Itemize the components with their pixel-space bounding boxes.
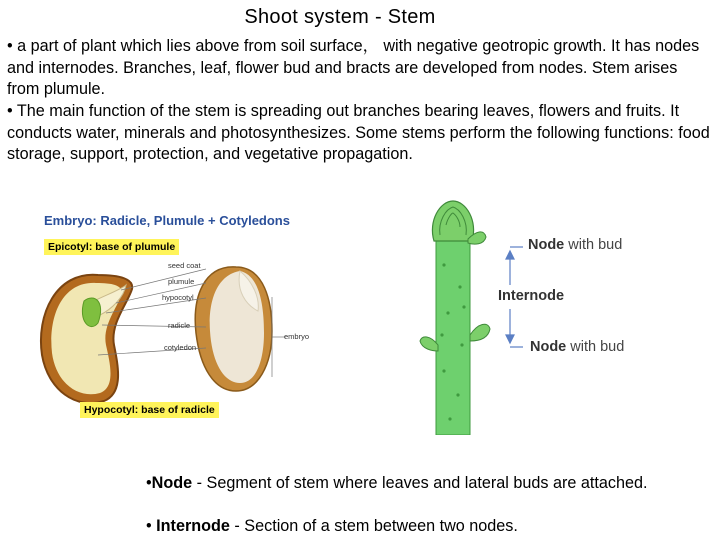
node-top-label xyxy=(528,237,622,253)
label-embryo: embryo xyxy=(284,332,310,341)
slide-title: Shoot system - Stem xyxy=(244,6,436,28)
internode-definition-bullet: • xyxy=(146,517,157,535)
node-definition-text: - Segment of stem where leaves and lateral buds are attached. xyxy=(192,474,648,492)
node-bottom-rest: with bud xyxy=(566,339,625,355)
internode-definition xyxy=(146,517,518,536)
label-cotyledon: cotyledon xyxy=(164,343,197,352)
stem-illustration xyxy=(410,195,670,435)
node-definition xyxy=(146,474,647,493)
node-top-rest: with bud xyxy=(564,237,623,253)
label-radicle: radicle xyxy=(168,321,191,330)
node-definition-term: Node xyxy=(151,474,193,492)
label-hypocotyl: hypocotyl xyxy=(162,293,194,302)
internode-term: Internode xyxy=(498,288,565,304)
node-top-term: Node xyxy=(528,237,565,253)
internode-definition-text: - Section of a stem between two nodes. xyxy=(229,517,518,535)
label-seed-coat: seed coat xyxy=(168,261,201,270)
stem-node-diagram xyxy=(410,195,670,435)
seed-embryo-diagram xyxy=(36,205,326,430)
epicotyl-tag: Epicotyl: base of plumule xyxy=(44,239,179,255)
node-definition-bullet: • xyxy=(146,474,152,492)
node-bottom-term: Node xyxy=(530,339,567,355)
lateral-bud-left xyxy=(420,337,438,351)
plumule-leaf xyxy=(82,298,100,327)
hypocotyl-tag: Hypocotyl: base of radicle xyxy=(80,402,219,418)
lateral-bud-right xyxy=(470,324,490,341)
stem-function-paragraph: • The main function of the stem is spreading out branches bearing leaves, flowers and fruits. It conducts water, minerals and photosynthesizes. Some stems perform the following functions: food storage, support, protection, and vegetative propagation. xyxy=(7,102,710,163)
seed-diagram-heading: Embryo: Radicle, Plumule + Cotyledons xyxy=(44,213,290,228)
seed-illustration xyxy=(36,205,326,430)
internode-label xyxy=(498,288,564,304)
internode-definition-term: Internode xyxy=(156,517,230,535)
stem-description-paragraph: • a part of plant which lies above from soil surface， with negative geotropic growth. It has nodes and internodes. Branches, leaf, flower bud and bracts are developed from nodes. Stem arises from plumule. xyxy=(7,37,700,98)
label-plumule: plumule xyxy=(168,277,195,286)
node-bottom-label xyxy=(530,339,624,355)
